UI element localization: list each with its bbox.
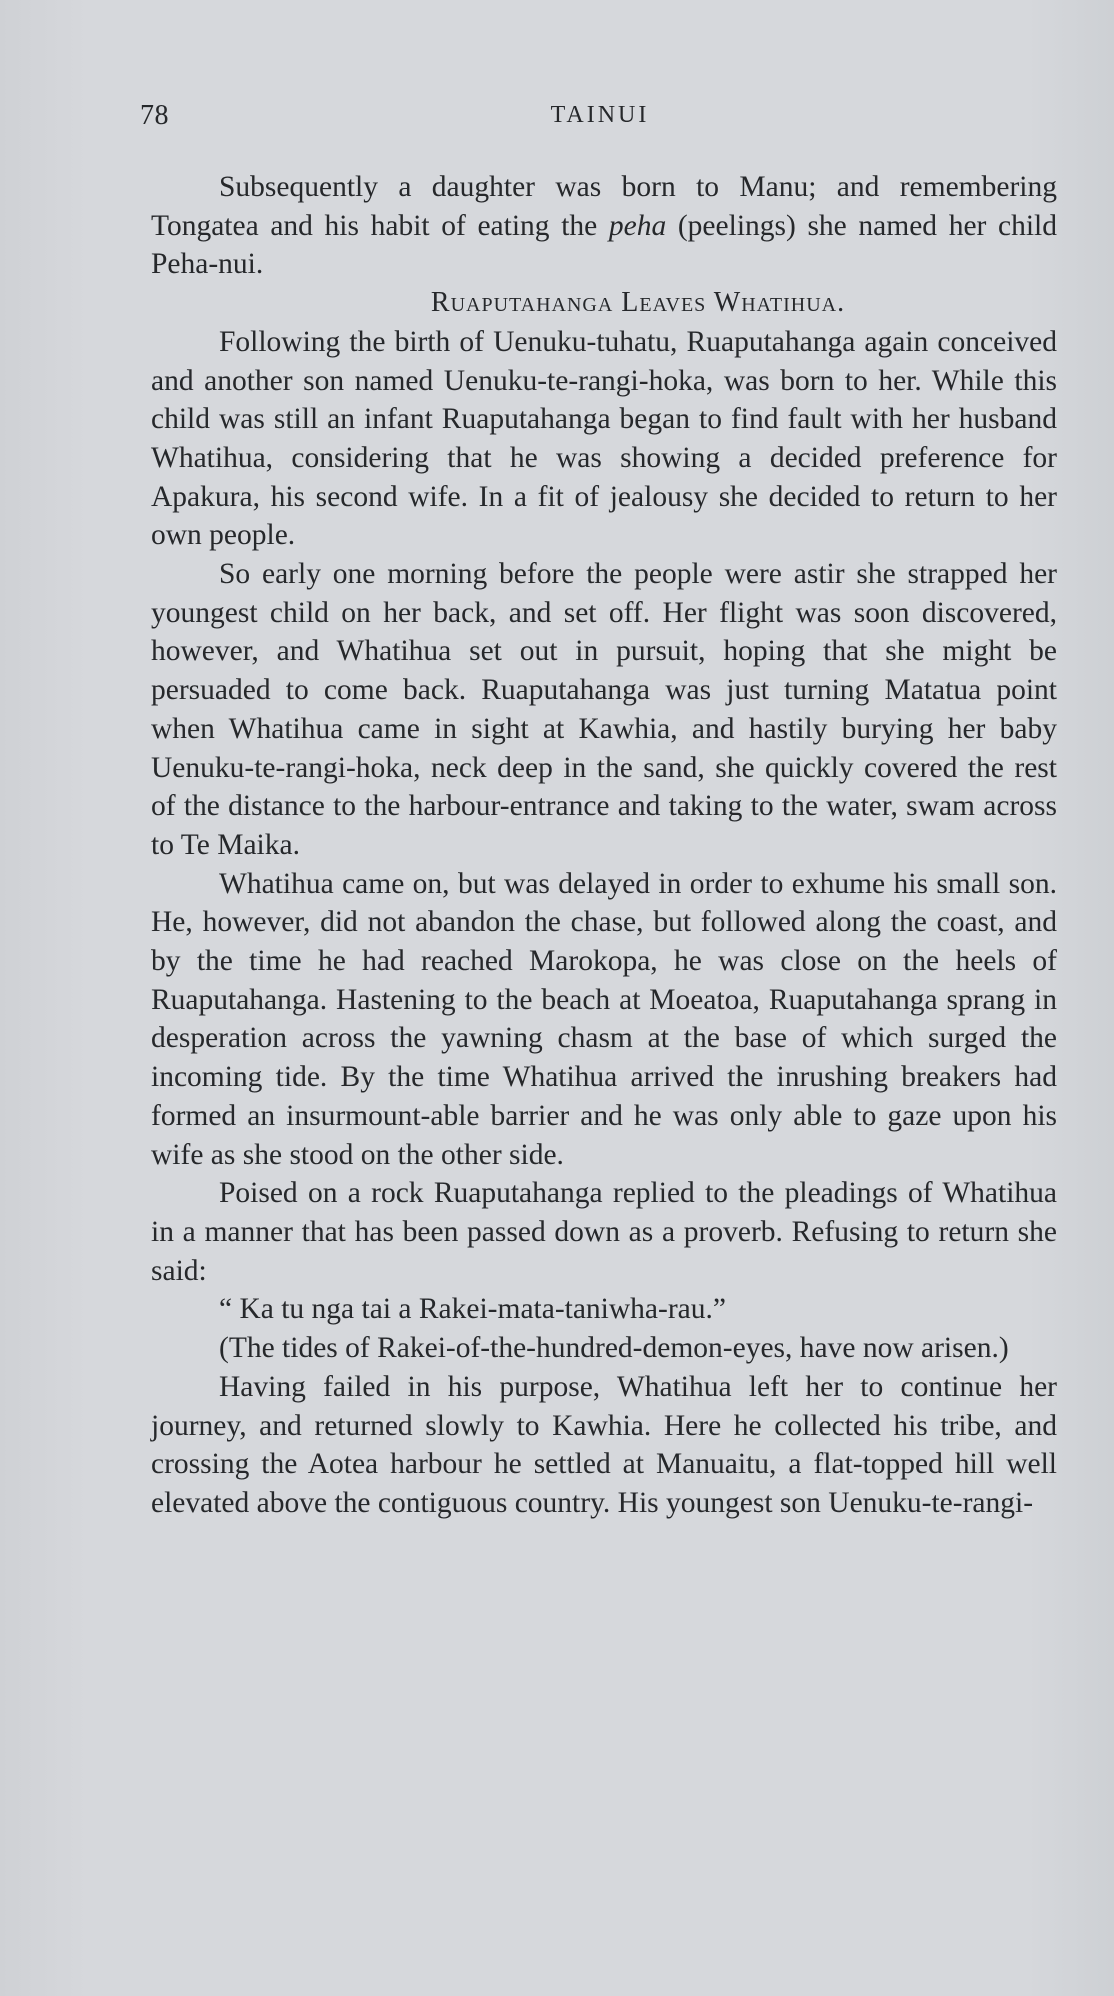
running-title: TAINUI [550, 102, 650, 128]
body-text [151, 168, 1057, 1523]
paragraph-text: Subsequently a daughter was born to Manu; and remembering Tongatea and his habit of eating the [151, 171, 1057, 242]
paragraph-proverb: Poised on a rock Ruaputahanga replied to the pleadings of Whatihua in a manner that has been passed down as a proverb. Refusing to return she said: [151, 1177, 1057, 1287]
paragraph-daughter-peha-nui [151, 168, 1057, 284]
italic-word-peha: peha [608, 209, 667, 242]
proverb-quote: “ Ka tu nga tai a Rakei-mata-taniwha-rau.” [219, 1293, 726, 1326]
page-number: 78 [140, 100, 169, 131]
paragraph-return-kawhia: Having failed in his purpose, Whatihua left her to continue her journey, and returned slowly to Kawhia. Here he collected his tribe, and crossing the Aotea harbour he settled at Manuaitu, a flat-topped hill well elevated above the contiguous country. His youngest son Uenuku-te-rangi- [151, 1370, 1057, 1519]
page-header [140, 100, 1060, 140]
section-heading: Ruaputahanga Leaves Whatihua. [430, 287, 846, 319]
paragraph-chase: Whatihua came on, but was delayed in order to exhume his small son. He, however, did not abandon the chase, but followed along the coast, and by the time he had reached Marokopa, he was close on the heels of Ruaputahanga. Hastening to the beach at Moeatoa, Ruaputahanga sprang in desperation across the yawning chasm at the base of which surged the incoming tide. By the time Whatihua arrived the inrushing breakers had formed an insurmount-able barrier and he was only able to gaze upon his wife as she stood on the other side. [151, 867, 1057, 1171]
paragraph-text: (peelings) she named her child Peha-nui. [151, 209, 1057, 281]
proverb-translation: (The tides of Rakei-of-the-hundred-demon-eyes, have now arisen.) [219, 1332, 1009, 1365]
paragraph-birth-uenuku: Following the birth of Uenuku-tuhatu, Ruaputahanga again conceived and another son named Uenuku-te-rangi-hoka, was born to her. While this child was still an infant Ruaputahanga began to find fault with her husband Whatihua, considering that he was showing a decided preference for Apakura, his second wife. In a fit of jealousy she decided to return to her own people. [151, 325, 1057, 552]
paragraph-flight: So early one morning before the people were astir she strapped her youngest child on her back, and set off. Her flight was soon discovered, however, and Whatihua set out in pursuit, hoping that she might be persuaded to come back. Ruaputahanga was just turning Matatua point when Whatihua came in sight at Kawhia, and hastily burying her baby Uenuku-te-rangi-hoka, neck deep in the sand, she quickly covered the rest of the distance to the harbour-entrance and taking to the water, swam across to Te Maika. [151, 558, 1057, 861]
